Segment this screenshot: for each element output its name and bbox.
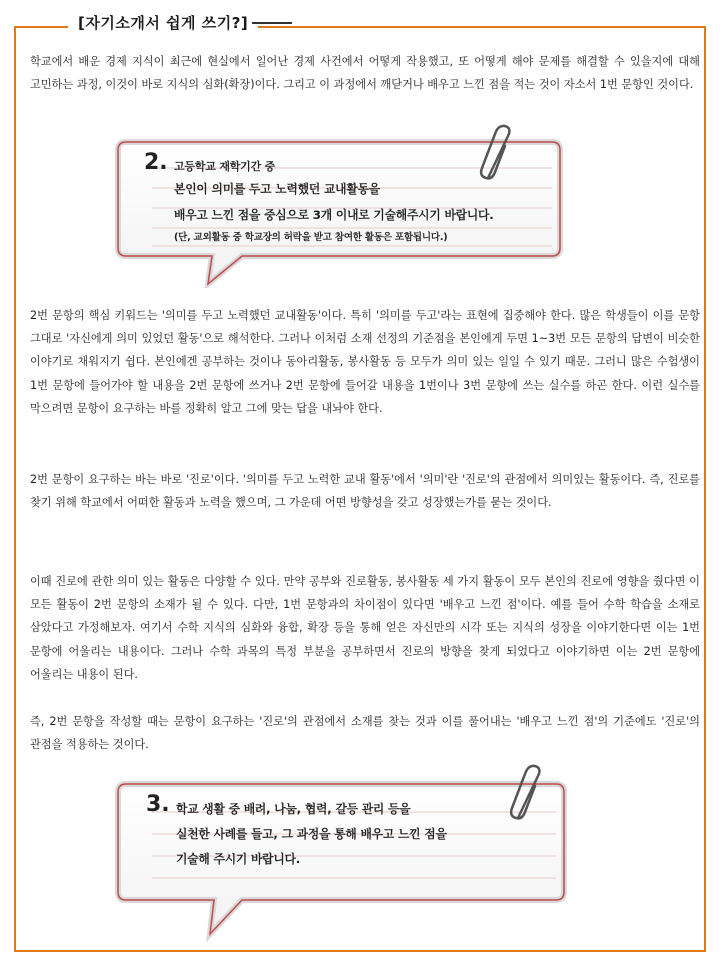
paragraph-3: 2번 문항이 요구하는 바는 바로 '진로'이다. '의미를 두고 노력한 교내 활동'에서 '의미'란 '진로'의 관점에서 의미있는 활동이다. 즉, 진로를 찾기 위해 학교에서 어떠한 활동과 노력을 했으며, 그 가운데 어떤 방향성을 갖고 성장했는가를 묻는 것이다.: [30, 473, 700, 510]
question-card-2: [112, 128, 568, 288]
question-line-1: 학교 생활 중 배려, 나눔, 협력, 갈등 관리 등을: [176, 802, 411, 816]
question-number: 3.: [146, 792, 170, 817]
title-underline: [252, 22, 292, 24]
paragraph-5: 즉, 2번 문항을 작성할 때는 문항이 요구하는 '진로'의 관점에서 소재를 찾는 것과 이를 풀어내는 '배우고 느낀 점'의 기준에도 '진로'의 관점을 적용하는 것이다.: [30, 715, 700, 752]
question-line-1: 고등학교 재학기간 중: [174, 160, 276, 173]
question-line-3: 배우고 느낀 점을 중심으로 3개 이내로 기술해주시기 바랍니다.: [174, 208, 494, 222]
paragraph-4: 이때 진로에 관한 의미 있는 활동은 다양할 수 있다. 만약 공부와 진로활동, 봉사활동 세 가지 활동이 모두 본인의 진로에 영향을 줬다면 이 모든 활동이 2번 문항의 소재가 될 수 있다. 다만, 1번 문항과의 차이점이 있다면 '배우고 느낀 점'이다. 예를 들어 수학 학습을 소재로 삼았다고 가정해보자. 여기서 수학 지식의 심화와 융합, 확장 등을 통해 얻은 자신만의 시각 또는 지식의 성장을 이야기한다면 이는 1번 문항에 어울리는 내용이다. 그러나 수학 과목의 특정 부분을 공부하면서 진로의 방향을 찾게 되었다고 이야기하면 이는 2번 문항에 어울리는 내용이 된다.: [30, 575, 700, 681]
question-line-3: 기술해 주시기 바랍니다.: [176, 852, 301, 866]
question-line-2: 실천한 사례를 들고, 그 과정을 통해 배우고 느낀 점을: [176, 827, 447, 841]
question-card-3: [112, 762, 572, 942]
question-line-2: 본인이 의미를 두고 노력했던 교내활동을: [174, 182, 380, 196]
paragraph-1: 학교에서 배운 경제 지식이 최근에 현실에서 일어난 경제 사건에서 어떻게 작용했고, 또 어떻게 해야 문제를 해결할 수 있을지에 대해 고민하는 과정, 이것이 바로 지식의 심화(확장)이다. 그리고 이 과정에서 깨닫거나 배우고 느낀 점을 적는 것이 자소서 1번 문항인 것이다.: [30, 55, 700, 92]
paragraph-2: 2번 문항의 핵심 키워드는 '의미를 두고 노력했던 교내활동'이다. 특히 '의미를 두고'라는 표현에 집중해야 한다. 많은 학생들이 이를 문항 그대로 '자신에게 의미 있었던 활동'으로 해석한다. 그러나 이처럼 소재 선정의 기준점을 본인에게 두면 1~3번 모든 문항의 답변이 비슷한 이야기로 채워지기 쉽다. 본인에겐 공부하는 것이나 동아리활동, 봉사활동 등 모두가 의미 있는 일일 수 있기 때문. 그러니 많은 수험생이 1번 문항에 들어가야 할 내용을 2번 문항에 쓰거나 2번 문항에 들어갈 내용을 1번이나 3번 문항에 쓰는 실수를 하곤 한다. 이런 실수를 막으려면 문항이 요구하는 바를 정확히 알고 그에 맞는 답을 내놔야 한다.: [30, 309, 700, 415]
page-title: [자기소개서 쉽게 쓰기?]: [68, 12, 258, 33]
question-note: (단, 교외활동 중 학교장의 허락을 받고 참여한 활동은 포함됩니다.): [174, 232, 448, 243]
question-number: 2.: [144, 150, 168, 175]
